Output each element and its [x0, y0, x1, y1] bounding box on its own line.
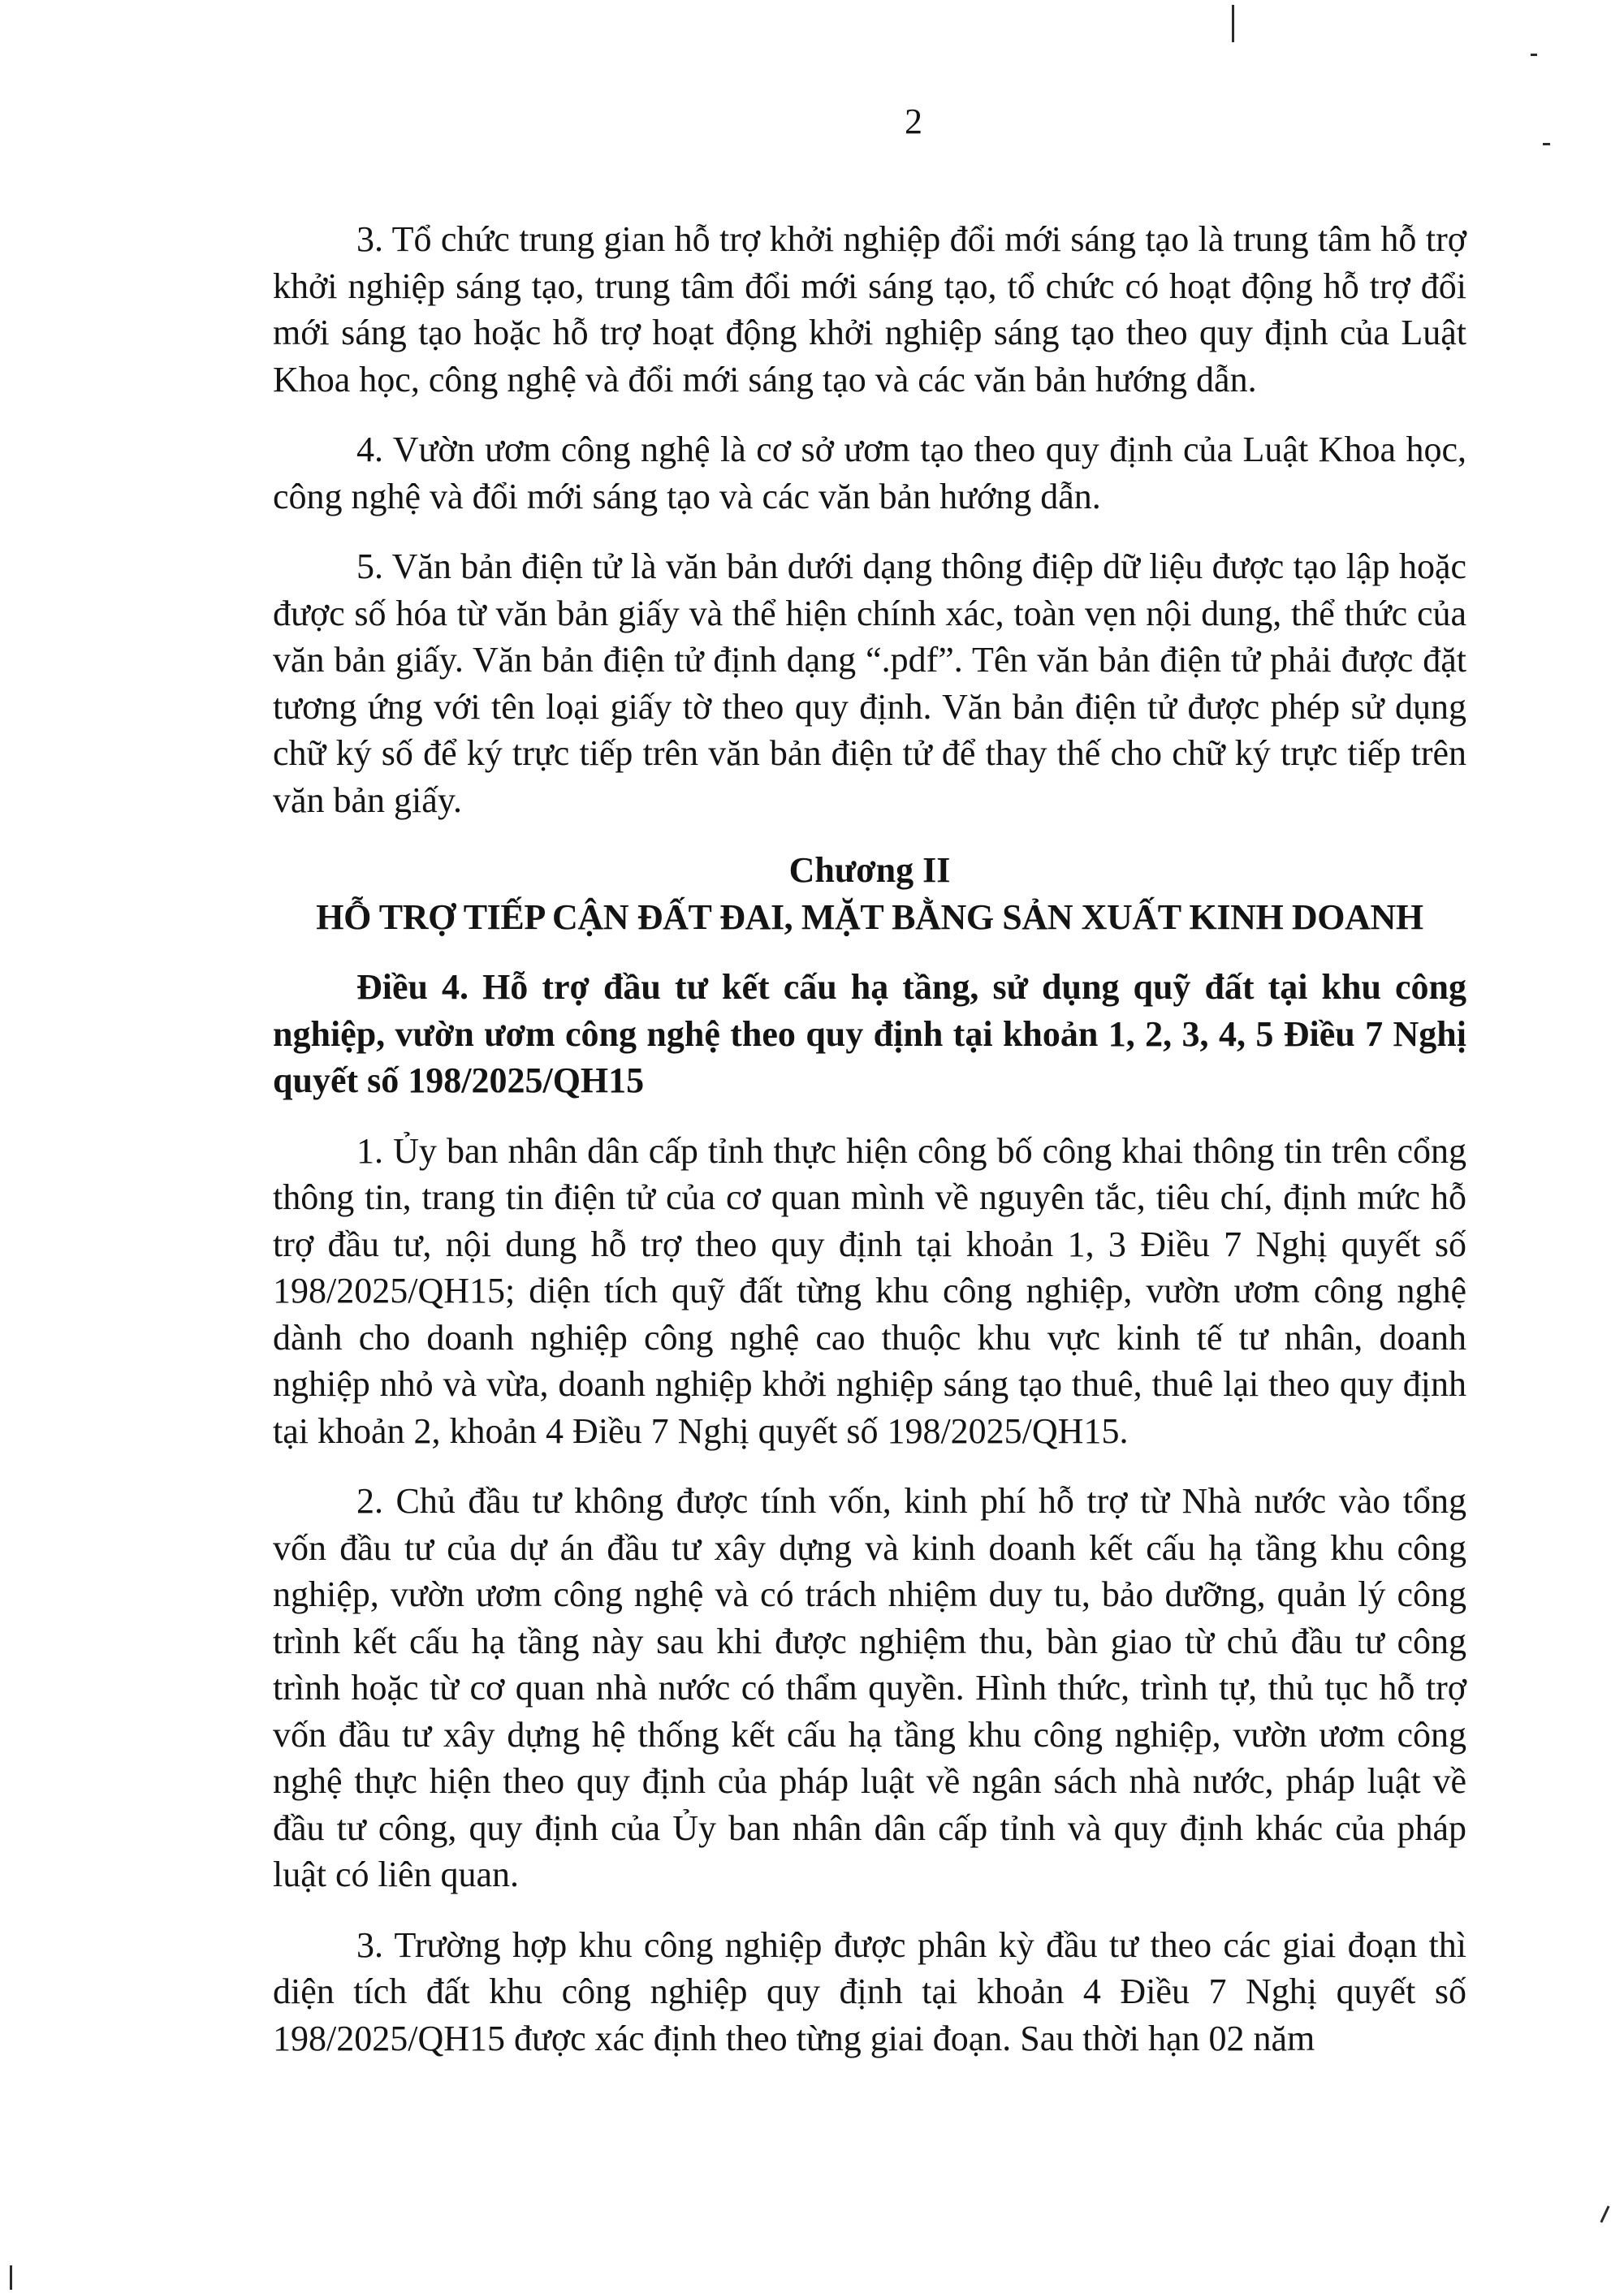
chapter-title: HỖ TRỢ TIẾP CẬN ĐẤT ĐAI, MẶT BẰNG SẢN XUẤT KINH DOANH	[316, 896, 1423, 937]
clause-paragraph: 1. Ủy ban nhân dân cấp tỉnh thực hiện công bố công khai thông tin trên cổng thông tin, trang tin điện tử của cơ quan mình về nguyên tắc, tiêu chí, định mức hỗ trợ đầu tư, nội dung hỗ trợ theo quy định tại khoản 1, 3 Điều 7 Nghị quyết số 198/2025/QH15; diện tích quỹ đất từng khu công nghiệp, vườn ươm công nghệ dành cho doanh nghiệp công nghệ cao thuộc khu vực kinh tế tư nhân, doanh nghiệp nhỏ và vừa, doanh nghiệp khởi nghiệp sáng tạo thuê, thuê lại theo quy định tại khoản 2, khoản 4 Điều 7 Nghị quyết số 198/2025/QH15.	[273, 1130, 1466, 1451]
document-body	[273, 216, 1466, 2085]
scan-mark	[10, 2265, 12, 2290]
chapter-heading: Chương II	[788, 850, 951, 890]
scan-mark	[1600, 2205, 1609, 2222]
clause-paragraph: 2. Chủ đầu tư không được tính vốn, kinh phí hỗ trợ từ Nhà nước vào tổng vốn đầu tư của dự án đầu tư xây dựng và kinh doanh kết cấu hạ tầng khu công nghiệp, vườn ươm công nghệ và có trách nhiệm duy tu, bảo dưỡng, quản lý công trình kết cấu hạ tầng này sau khi được nghiệm thu, bàn giao từ chủ đầu tư công trình hoặc từ cơ quan nhà nước có thẩm quyền. Hình thức, trình tự, thủ tục hỗ trợ vốn đầu tư xây dựng hệ thống kết cấu hạ tầng khu công nghiệp, vườn ươm công nghệ thực hiện theo quy định của pháp luật về ngân sách nhà nước, pháp luật về đầu tư công, quy định của Ủy ban nhân dân cấp tỉnh và quy định khác của pháp luật có liên quan.	[273, 1481, 1466, 1894]
clause-paragraph: 4. Vườn ươm công nghệ là cơ sở ươm tạo theo quy định của Luật Khoa học, công nghệ và đổi mới sáng tạo và các văn bản hướng dẫn.	[273, 430, 1466, 516]
clause-paragraph: 5. Văn bản điện tử là văn bản dưới dạng thông điệp dữ liệu được tạo lập hoặc được số hóa từ văn bản giấy và thể hiện chính xác, toàn vẹn nội dung, thể thức của văn bản giấy. Văn bản điện tử định dạng “.pdf”. Tên văn bản điện tử phải được đặt tương ứng với tên loại giấy tờ theo quy định. Văn bản điện tử được phép sử dụng chữ ký số để ký trực tiếp trên văn bản điện tử để thay thế cho chữ ký trực tiếp trên văn bản giấy.	[273, 546, 1466, 820]
scan-mark	[1543, 143, 1550, 145]
page-number: 2	[905, 101, 922, 141]
article-title: Điều 4. Hỗ trợ đầu tư kết cấu hạ tầng, sử dụng quỹ đất tại khu công nghiệp, vườn ươm công nghệ theo quy định tại khoản 1, 2, 3, 4, 5 Điều 7 Nghị quyết số 198/2025/QH15	[273, 967, 1466, 1100]
scan-mark	[1232, 5, 1234, 42]
scan-mark	[1531, 54, 1537, 56]
clause-paragraph: 3. Trường hợp khu công nghiệp được phân kỳ đầu tư theo các giai đoạn thì diện tích đất khu công nghiệp quy định tại khoản 4 Điều 7 Nghị quyết số 198/2025/QH15 được xác định theo từng giai đoạn. Sau thời hạn 02 năm	[273, 1924, 1466, 2058]
clause-paragraph: 3. Tổ chức trung gian hỗ trợ khởi nghiệp đổi mới sáng tạo là trung tâm hỗ trợ khởi nghiệp sáng tạo, trung tâm đổi mới sáng tạo, tổ chức có hoạt động hỗ trợ đổi mới sáng tạo hoặc hỗ trợ hoạt động khởi nghiệp sáng tạo theo quy định của Luật Khoa học, công nghệ và đổi mới sáng tạo và các văn bản hướng dẫn.	[273, 219, 1466, 399]
